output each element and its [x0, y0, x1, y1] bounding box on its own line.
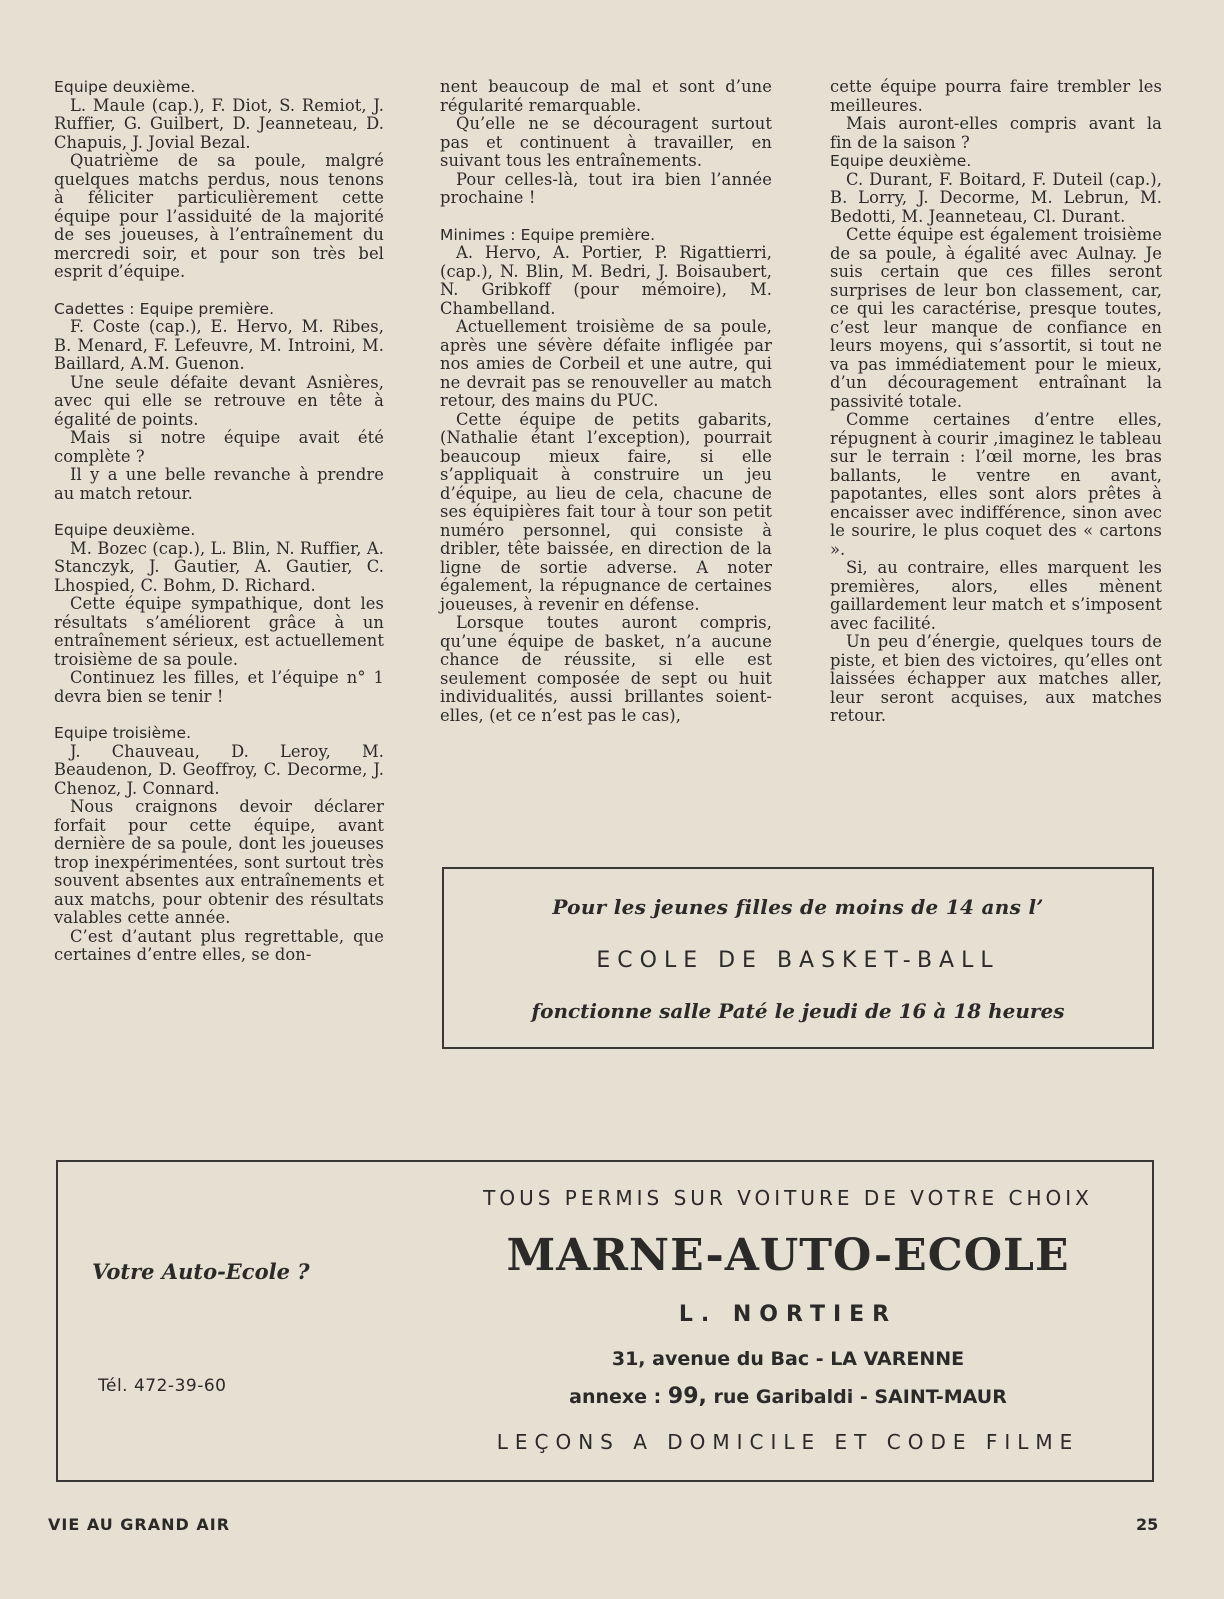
- advert-owner-name: L. NORTIER: [678, 1302, 898, 1327]
- advert-services: LEÇONS A DOMICILE ET CODE FILME: [496, 1430, 1080, 1454]
- article-column-2: [440, 78, 772, 725]
- article-paragraph: Cette équipe sympathique, dont les résultats s’améliorent grâce à un entraînement sérieux, est actuellement troisième de sa poule.: [54, 594, 384, 669]
- page-number: 25: [1136, 1515, 1159, 1534]
- article-paragraph: L. Maule (cap.), F. Diot, S. Remiot, J. Ruffier, G. Guilbert, D. Jeanneteau, D. Chapuis, J. Jovial Bezal.: [54, 95, 384, 152]
- article-paragraph: Lorsque toutes auront compris, qu’une équipe de basket, n’a aucune chance de réussite, si elle est seulement composée de sept ou huit individualités, aussi brillantes soient-elles, (et ce n’est pas le cas),: [440, 613, 772, 725]
- article-paragraph: Comme certaines d’entre elles, répugnent à courir ,imaginez le tableau sur le terrain : l’œil morne, les bras ballants, le ventre en avant, papotantes, elles sont alors prêtes à encaisser avec indifférence, sinon avec le sourire, le plus coquet des « cartons ».: [830, 410, 1162, 559]
- article-paragraph: C. Durant, F. Boitard, F. Duteil (cap.), B. Lorry, J. Decorme, M. Lebrun, M. Bedotti, M. Jeanneteau, Cl. Durant.: [830, 169, 1162, 226]
- section-heading: Cadettes : Equipe première.: [54, 299, 275, 318]
- paragraph-gap: [54, 282, 384, 300]
- advert-question: Votre Auto-Ecole ?: [92, 1259, 310, 1284]
- section-heading: Equipe deuxième.: [54, 521, 196, 539]
- notice-line-schedule: fonctionne salle Paté le jeudi de 16 à 18 heures: [531, 999, 1065, 1023]
- magazine-name: VIE AU GRAND AIR: [48, 1515, 231, 1534]
- article-paragraph: Il y a une belle revanche à prendre au match retour.: [54, 465, 384, 503]
- article-paragraph: Cette équipe est également troisième de sa poule, à égalité avec Aulnay. Je suis certain que ces filles seront surprises de leur bon classement, car, ce qui les caractérise, presque toutes, c’est leur manque de confiance en leurs moyens, qui s’assortit, si tout ne va pas immédiatement pour le mieux, d’un découragement entraînant la passivité totale.: [830, 225, 1162, 411]
- advert-annex-address: [438, 1384, 1138, 1409]
- article-paragraph: Continuez les filles, et l’équipe n° 1 devra bien se tenir !: [54, 668, 384, 706]
- section-heading: Minimes : Equipe première.: [440, 225, 656, 244]
- article-paragraph: F. Coste (cap.), E. Hervo, M. Ribes, B. Menard, F. Lefeuvre, M. Introini, M. Baillard, A.M. Guenon.: [54, 317, 384, 373]
- advert-business-name: MARNE-AUTO-ECOLE: [506, 1230, 1070, 1281]
- article-column-1: [54, 78, 384, 965]
- advert-main-address: 31, avenue du Bac - LA VARENNE: [611, 1348, 965, 1370]
- article-paragraph: Si, au contraire, elles marquent les premières, alors, elles mènent gaillardement leur match et s’imposent avec facilité.: [830, 558, 1162, 633]
- annex-label: annexe :: [569, 1386, 662, 1408]
- article-paragraph: Actuellement troisième de sa poule, après une sévère défaite infligée par nos amies de Corbeil et une autre, qui ne devrait pas se renouveller au match retour, des mains du PUC.: [440, 317, 772, 410]
- basketball-school-notice: [442, 867, 1154, 1049]
- article-paragraph: Mais auront-elles compris avant la fin de la saison ?: [830, 114, 1162, 152]
- article-paragraph: Pour celles-là, tout ira bien l’année prochaine !: [440, 169, 772, 207]
- article-paragraph: Cette équipe de petits gabarits, (Nathalie étant l’exception), pourrait beaucoup mieux faire, si elle s’appliquait à construire un jeu d’équipe, au lieu de cela, chacune de ses équipières fait tour à tour son petit numéro personnel, qui consiste à dribler, tête baissée, en direction de la ligne de sortie adverse. A noter également, la répugnance de certaines joueuses, à revenir en défense.: [440, 409, 772, 614]
- section-heading: Equipe deuxième.: [830, 152, 972, 170]
- paragraph-gap: [54, 503, 384, 521]
- article-paragraph: J. Chauveau, D. Leroy, M. Beaudenon, D. Geoffroy, C. Decorme, J. Chenoz, J. Connard.: [54, 741, 384, 798]
- article-paragraph: nent beaucoup de mal et sont d’une régularité remarquable.: [440, 77, 772, 115]
- article-paragraph: Une seule défaite devant Asnières, avec qui elle se retrouve en tête à égalité de points.: [54, 372, 384, 429]
- notice-line-title: ECOLE DE BASKET-BALL: [596, 948, 1000, 973]
- article-paragraph: C’est d’autant plus regrettable, que certaines d’entre elles, se don-: [54, 926, 384, 964]
- notice-line-audience: Pour les jeunes filles de moins de 14 ans l’: [552, 895, 1044, 919]
- section-heading: Equipe troisième.: [54, 724, 192, 742]
- article-paragraph: Nous craignons devoir déclarer forfait pour cette équipe, avant dernière de sa poule, dont les joueuses trop inexpérimentées, sont surtout très souvent absentes aux entraînements et aux matchs, pour obtenir des résultats valables cette année.: [54, 797, 384, 927]
- article-paragraph: Quatrième de sa poule, malgré quelques matchs perdus, nous tenons à féliciter particulièrement cette équipe pour l’assiduité de la majorité de ses joueuses, à l’entraînement du mercredi soir, et pour son très bel esprit d’équipe.: [54, 151, 384, 281]
- article-paragraph: A. Hervo, A. Portier, P. Rigattierri, (cap.), N. Blin, M. Bedri, J. Boisaubert, N. Gribkoff (pour mémoire), M. Chambelland.: [440, 243, 772, 318]
- article-paragraph: Qu’elle ne se découragent surtout pas et continuent à travailler, en suivant tous les entraînements.: [440, 114, 772, 170]
- annex-number: 99,: [667, 1384, 707, 1409]
- article-paragraph: Mais si notre équipe avait été complète ?: [54, 428, 384, 466]
- annex-street: rue Garibaldi - SAINT-MAUR: [713, 1386, 1007, 1408]
- paragraph-gap: [54, 706, 384, 724]
- advert-tagline: TOUS PERMIS SUR VOITURE DE VOTRE CHOIX: [483, 1186, 1093, 1210]
- advert-telephone: Tél. 472-39-60: [98, 1376, 227, 1396]
- article-paragraph: cette équipe pourra faire trembler les meilleures.: [830, 77, 1162, 115]
- driving-school-advert: [56, 1160, 1154, 1482]
- paragraph-gap: [440, 208, 772, 226]
- article-paragraph: M. Bozec (cap.), L. Blin, N. Ruffier, A. Stanczyk, J. Gautier, A. Gautier, C. Lhospied, C. Bohm, D. Richard.: [54, 538, 384, 595]
- article-paragraph: Un peu d’énergie, quelques tours de piste, et bien des victoires, qu’elles ont laissées échapper aux matches aller, leur seront acquises, aux matches retour.: [830, 632, 1162, 725]
- article-column-3: [830, 78, 1162, 726]
- section-heading: Equipe deuxième.: [54, 78, 196, 96]
